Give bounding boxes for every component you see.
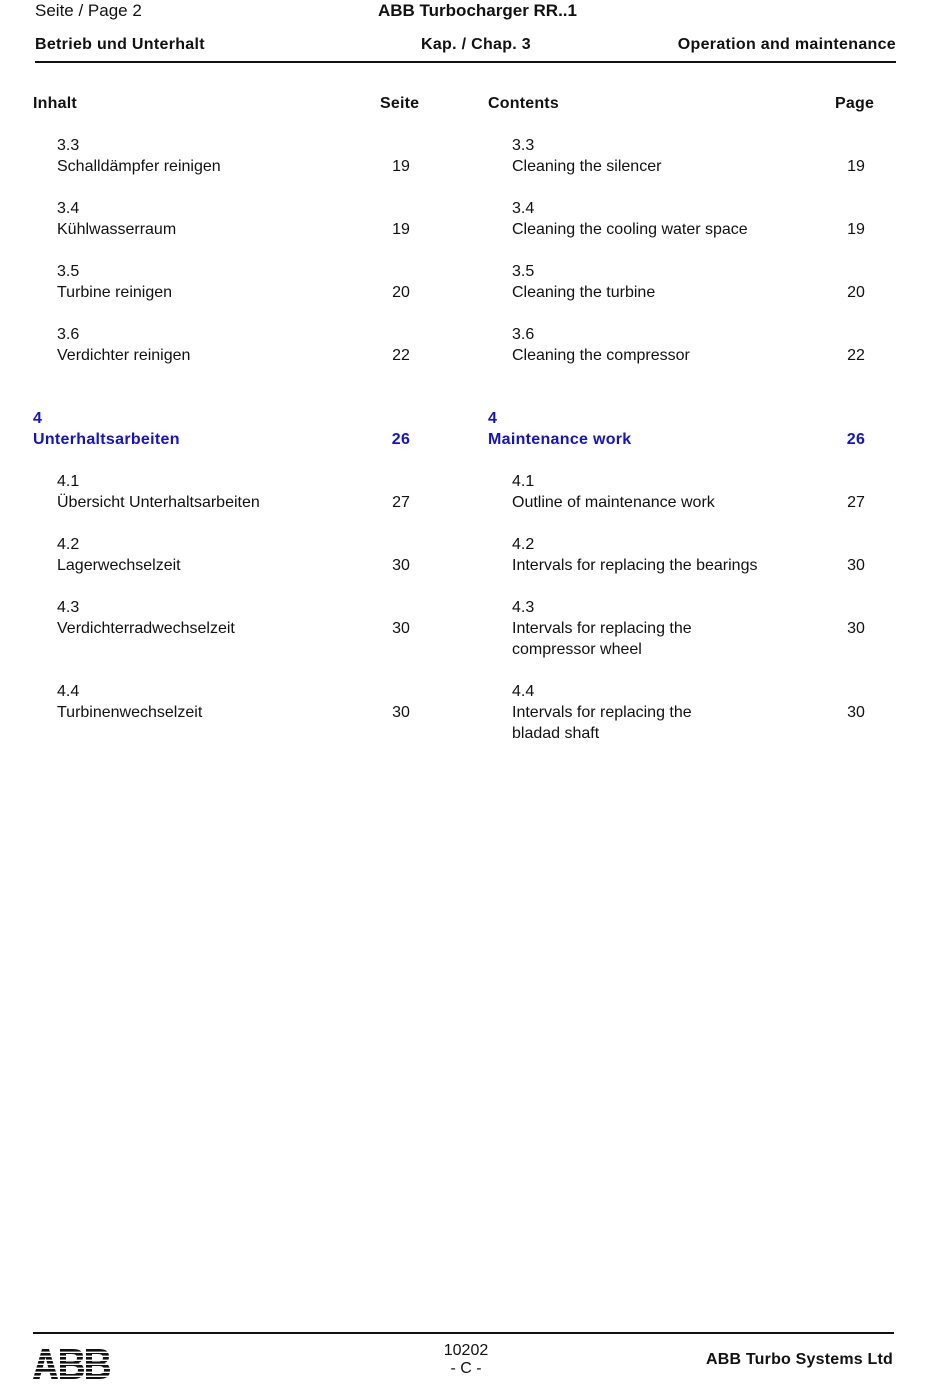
entry-number-de: 4.3 bbox=[57, 599, 80, 616]
entry-page-en: 26 bbox=[846, 431, 866, 448]
abb-logo-mark bbox=[33, 1349, 111, 1379]
entry-number-en: 3.3 bbox=[512, 137, 535, 154]
entry-page-de: 30 bbox=[392, 557, 410, 574]
entry-page-en: 19 bbox=[847, 158, 865, 175]
entry-number-en: 4 bbox=[488, 410, 498, 427]
page-heading-de: Seite bbox=[380, 95, 420, 112]
entry-page-en: 30 bbox=[847, 704, 865, 721]
entry-title-en: Cleaning the cooling water space bbox=[512, 221, 748, 238]
entry-title-en-line2: bladad shaft bbox=[512, 725, 600, 742]
entry-page-en: 30 bbox=[847, 557, 865, 574]
document-number: 10202 bbox=[443, 1342, 489, 1359]
section-title-en: Operation and maintenance bbox=[677, 36, 896, 53]
entry-number-en: 4.2 bbox=[512, 536, 535, 553]
entry-page-de: 30 bbox=[392, 620, 410, 637]
entry-number-de: 3.6 bbox=[57, 326, 80, 343]
page-heading-en: Page bbox=[835, 95, 875, 112]
entry-number-de: 3.3 bbox=[57, 137, 80, 154]
entry-title-en: Cleaning the silencer bbox=[512, 158, 662, 175]
entry-title-de: Übersicht Unterhaltsarbeiten bbox=[57, 494, 260, 511]
product-title: ABB Turbocharger RR..1 bbox=[378, 1, 577, 20]
entry-number-de: 4.4 bbox=[57, 683, 80, 700]
contents-heading-en: Contents bbox=[488, 95, 559, 112]
entry-number-de: 4.2 bbox=[57, 536, 80, 553]
entry-page-de: 30 bbox=[392, 704, 410, 721]
entry-page-de: 19 bbox=[392, 158, 410, 175]
entry-number-en: 3.5 bbox=[512, 263, 535, 280]
entry-number-de: 3.5 bbox=[57, 263, 80, 280]
footer-rule bbox=[33, 1332, 894, 1334]
entry-page-de: 20 bbox=[392, 284, 410, 301]
entry-page-en: 22 bbox=[847, 347, 865, 364]
entry-title-de: Schalldämpfer reinigen bbox=[57, 158, 221, 175]
header-rule bbox=[35, 61, 896, 63]
entry-title-de: Lagerwechselzeit bbox=[57, 557, 181, 574]
entry-page-de: 26 bbox=[391, 431, 411, 448]
entry-number-en: 3.4 bbox=[512, 200, 535, 217]
revision-label: - C - bbox=[450, 1360, 482, 1377]
entry-number-en: 3.6 bbox=[512, 326, 535, 343]
entry-title-de: Kühlwasserraum bbox=[57, 221, 177, 238]
entry-page-de: 22 bbox=[392, 347, 410, 364]
section-title-de: Betrieb und Unterhalt bbox=[35, 36, 205, 53]
entry-page-en: 20 bbox=[847, 284, 865, 301]
entry-title-de: Unterhaltsarbeiten bbox=[33, 431, 180, 448]
entry-title-en-line2: compressor wheel bbox=[512, 641, 642, 658]
entry-title-en: Intervals for replacing the bbox=[512, 620, 692, 637]
contents-heading-de: Inhalt bbox=[33, 95, 77, 112]
entry-page-de: 27 bbox=[392, 494, 410, 511]
entry-title-de: Turbinenwechselzeit bbox=[57, 704, 203, 721]
entry-title-en: Cleaning the compressor bbox=[512, 347, 690, 364]
entry-page-de: 19 bbox=[392, 221, 410, 238]
entry-title-en: Intervals for replacing the bearings bbox=[512, 557, 758, 574]
entry-title-en: Maintenance work bbox=[488, 431, 632, 448]
entry-title-de: Verdichter reinigen bbox=[57, 347, 191, 364]
entry-number-en: 4.1 bbox=[512, 473, 535, 490]
entry-number-en: 4.3 bbox=[512, 599, 535, 616]
entry-title-en: Outline of maintenance work bbox=[512, 494, 715, 511]
entry-number-de: 3.4 bbox=[57, 200, 80, 217]
entry-title-de: Turbine reinigen bbox=[57, 284, 173, 301]
page-number-label: Seite / Page 2 bbox=[35, 1, 142, 20]
entry-title-de: Verdichterradwechselzeit bbox=[57, 620, 235, 637]
entry-title-en: Cleaning the turbine bbox=[512, 284, 656, 301]
entry-title-en: Intervals for replacing the bbox=[512, 704, 692, 721]
chapter-label: Kap. / Chap. 3 bbox=[421, 36, 531, 53]
entry-number-de: 4.1 bbox=[57, 473, 80, 490]
company-name: ABB Turbo Systems Ltd bbox=[705, 1351, 893, 1368]
entry-page-en: 27 bbox=[847, 494, 865, 511]
entry-page-en: 19 bbox=[847, 221, 865, 238]
entry-number-en: 4.4 bbox=[512, 683, 535, 700]
entry-number-de: 4 bbox=[33, 410, 43, 427]
entry-page-en: 30 bbox=[847, 620, 865, 637]
